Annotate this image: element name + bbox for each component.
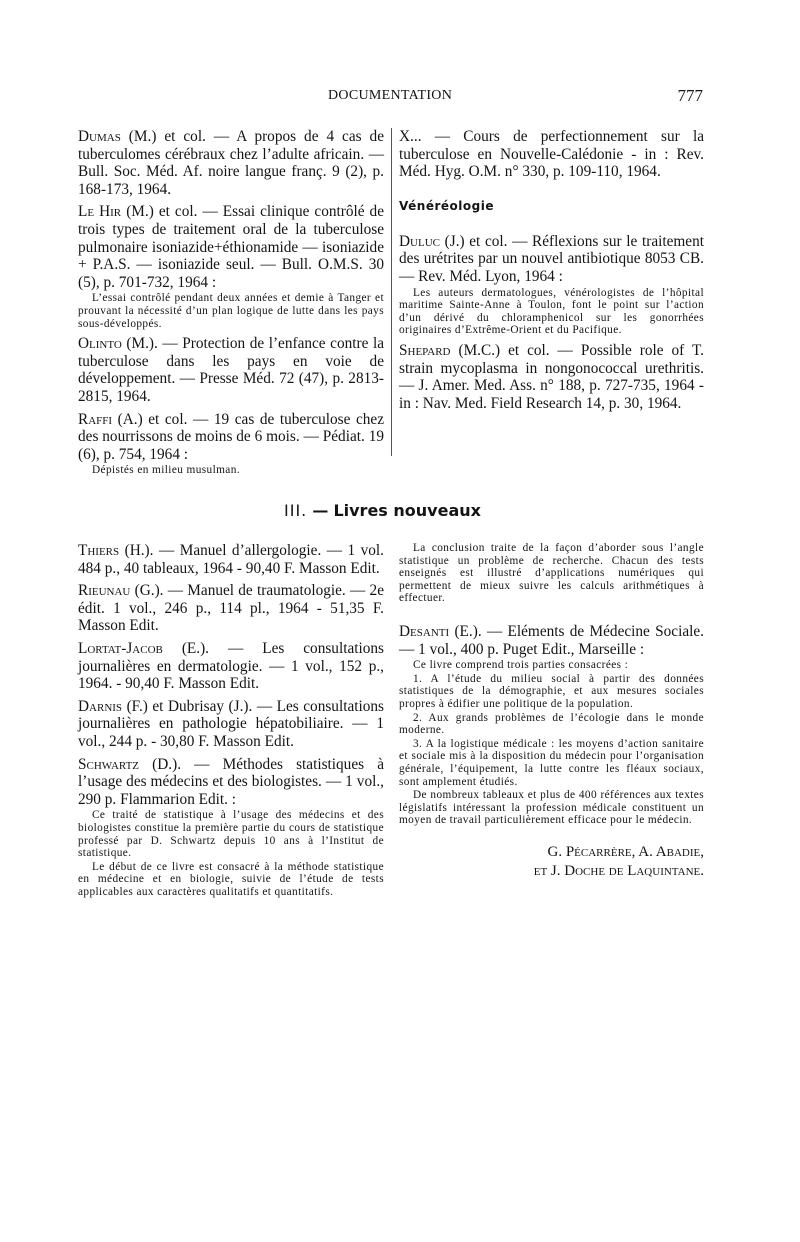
entry-note: Dépistés en milieu musulman. bbox=[92, 464, 240, 477]
book-entry bbox=[78, 582, 384, 635]
entry-text: (M.C.) et col. — Possible role of T. strain mycoplasma in nongonococcal urethritis. — J. Amer. Med. Ass. n° 188, p. 727-735, 1964 - in : Nav. Med. Field Research 14, p. 30, 1964. bbox=[399, 341, 704, 412]
entry-text: (D.). — Méthodes statistiques à l’usage des médecins et des biologistes. — 1 vol., 290 p. Flammarion Edit. : bbox=[78, 755, 384, 808]
left-column-top bbox=[78, 128, 384, 477]
entry-author: Darnis bbox=[78, 697, 123, 715]
left-column-bottom bbox=[78, 542, 384, 898]
bibliography-entry bbox=[78, 203, 384, 291]
section-number: III. bbox=[284, 501, 308, 520]
entry-author: Lortat-Jacob bbox=[78, 639, 163, 657]
column-divider bbox=[391, 128, 392, 456]
entry-note: 1. A l’étude du milieu social à partir des données statistiques de la démographie, et aux mesures sociales propres à édifier une politique de la population. bbox=[399, 672, 704, 710]
signature-line: et J. Doche de Laquintane. bbox=[533, 862, 704, 879]
entry-text: (H.). — Manuel d’allergologie. — 1 vol. 484 p., 40 tableaux, 1964 - 90,40 F. Masson Edit. bbox=[78, 542, 384, 577]
entry-text: (M.) et col. — Essai clinique contrôlé de trois types de traitement oral de la tuberculose pulmonaire isoniazide+éthionamide — isoniazide + P.A.S. — isoniazide seul. — Bull. O.M.S. 30 (5), p. 701-732, 1964 : bbox=[78, 203, 384, 291]
entry-author: Le Hir bbox=[78, 203, 122, 221]
entry-author: Olinto bbox=[78, 335, 122, 353]
entry-author: Shepard bbox=[399, 341, 451, 359]
book-entry bbox=[78, 756, 384, 809]
entry-author: Duluc bbox=[399, 232, 440, 250]
section-title: Livres nouveaux bbox=[333, 501, 481, 520]
book-entry bbox=[78, 542, 384, 577]
book-entry bbox=[399, 623, 704, 658]
entry-text: (E.). — Eléments de Médecine Sociale. — 1 vol., 400 p. Puget Edit., Marseille : bbox=[399, 622, 704, 658]
bibliography-entry bbox=[399, 233, 704, 286]
entry-note: De nombreux tableaux et plus de 400 références aux textes législatifs intéressant la profession médicale constituent un moyen de travail particulièrement efficace pour le médecin. bbox=[399, 789, 704, 827]
signature-line: G. Pécarrère, A. Abadie, bbox=[547, 843, 704, 860]
bibliography-entry bbox=[78, 128, 384, 198]
bibliography-entry: X... — Cours de perfectionnement sur la tuberculose en Nouvelle-Calédonie - in : Rev. Méd. Hyg. O.M. n° 330, p. 109-110, 1964. bbox=[399, 128, 704, 181]
entry-author: Rieunau bbox=[78, 582, 131, 600]
book-entry bbox=[78, 698, 384, 751]
page-number: 777 bbox=[677, 86, 703, 105]
book-entry bbox=[78, 640, 384, 693]
section-heading bbox=[284, 501, 481, 520]
entry-note-continued: La conclusion traite de la façon d’aborder sous l’angle statistique un problème de recherche. Chacun des tests enseignés est illustré d’applications numériques qui permettent de mieux suivre les calculs arithmétiques à effectuer. bbox=[399, 542, 704, 605]
right-column-top bbox=[399, 128, 704, 412]
entry-author: Dumas bbox=[78, 128, 121, 145]
entry-text: (G.). — Manuel de traumatologie. — 2e édit. 1 vol., 246 p., 114 pl., 1964 - 51,35 F. Masson Edit. bbox=[78, 582, 384, 635]
entry-author: Thiers bbox=[78, 542, 120, 559]
entry-text: (J.) et col. — Réflexions sur le traitement des urétrites par un nouvel antibiotique 8053 CB. — Rev. Méd. Lyon, 1964 : bbox=[399, 232, 704, 285]
entry-text: (F.) et Dubrisay (J.). — Les consultations journalières en pathologie hépatobiliaire. — 1 vol., 244 p. - 30,80 F. Masson Edit. bbox=[78, 697, 384, 750]
entry-note: 2. Aux grands problèmes de l’écologie dans le monde moderne. bbox=[399, 711, 704, 737]
entry-author: Schwartz bbox=[78, 755, 140, 773]
section-dash: — bbox=[312, 501, 329, 520]
subsection-heading: Vénéréologie bbox=[399, 198, 494, 213]
entry-note: Les auteurs dermatologues, vénérologistes de l’hôpital maritime Sainte-Anne à Toulon, font le point sur l’action d’un dérivé du chloramphenicol sur les gonorrhées originaires d’Extrême-Orient et du Pacifique. bbox=[399, 286, 704, 337]
entry-author: Raffi bbox=[78, 410, 113, 428]
entry-note: Ce livre comprend trois parties consacrées : bbox=[413, 659, 629, 672]
entry-note: Le début de ce livre est consacré à la méthode statistique en médecine et en biologie, suivie de l’étude de tests applicables aux caractères qualitatifs et quantitatifs. bbox=[78, 860, 384, 898]
bibliography-entry bbox=[78, 335, 384, 405]
entry-note: 3. A la logistique médicale : les moyens d’action sanitaire et sociale mis à la disposition du médecin pour l’organisation générale, l’équipement, la lutte contre les fléaux sociaux, sont amplement étudiés. bbox=[399, 737, 704, 788]
entry-note: Ce traité de statistique à l’usage des médecins et des biologistes constitue la première partie du cours de statistique professé par D. Schwartz depuis 10 ans à l’Institut de statistique. bbox=[78, 809, 384, 860]
entry-note: L’essai contrôlé pendant deux années et demie à Tanger et prouvant la nécessité d’un plan logique de lutte dans les pays sous-développés. bbox=[78, 292, 384, 330]
bibliography-entry bbox=[78, 411, 384, 464]
right-column-bottom bbox=[399, 542, 704, 881]
running-title: DOCUMENTATION bbox=[328, 88, 453, 103]
entry-text: (M.) et col. — A propos de 4 cas de tuberculomes cérébraux chez l’adulte africain. — Bull. Soc. Méd. Af. noire langue franç. 9 (2), p. 168-173, 1964. bbox=[78, 128, 384, 198]
page-header bbox=[78, 86, 703, 112]
signature bbox=[399, 843, 704, 881]
entry-text: (A.) et col. — 19 cas de tuberculose chez des nourrissons de moins de 6 mois. — Pédiat. 19 (6), p. 754, 1964 : bbox=[78, 410, 384, 463]
entry-text: (E.). — Les consultations journalières en dermatologie. — 1 vol., 152 p., 1964. - 90,40 F. Masson Edit. bbox=[78, 639, 384, 693]
bibliography-entry bbox=[399, 342, 704, 412]
entry-text: (M.). — Protection de l’enfance contre la tuberculose dans les pays en voie de développement. — Presse Méd. 72 (47), p. 2813-2815, 1964. bbox=[78, 335, 384, 405]
entry-author: Desanti bbox=[399, 622, 450, 640]
